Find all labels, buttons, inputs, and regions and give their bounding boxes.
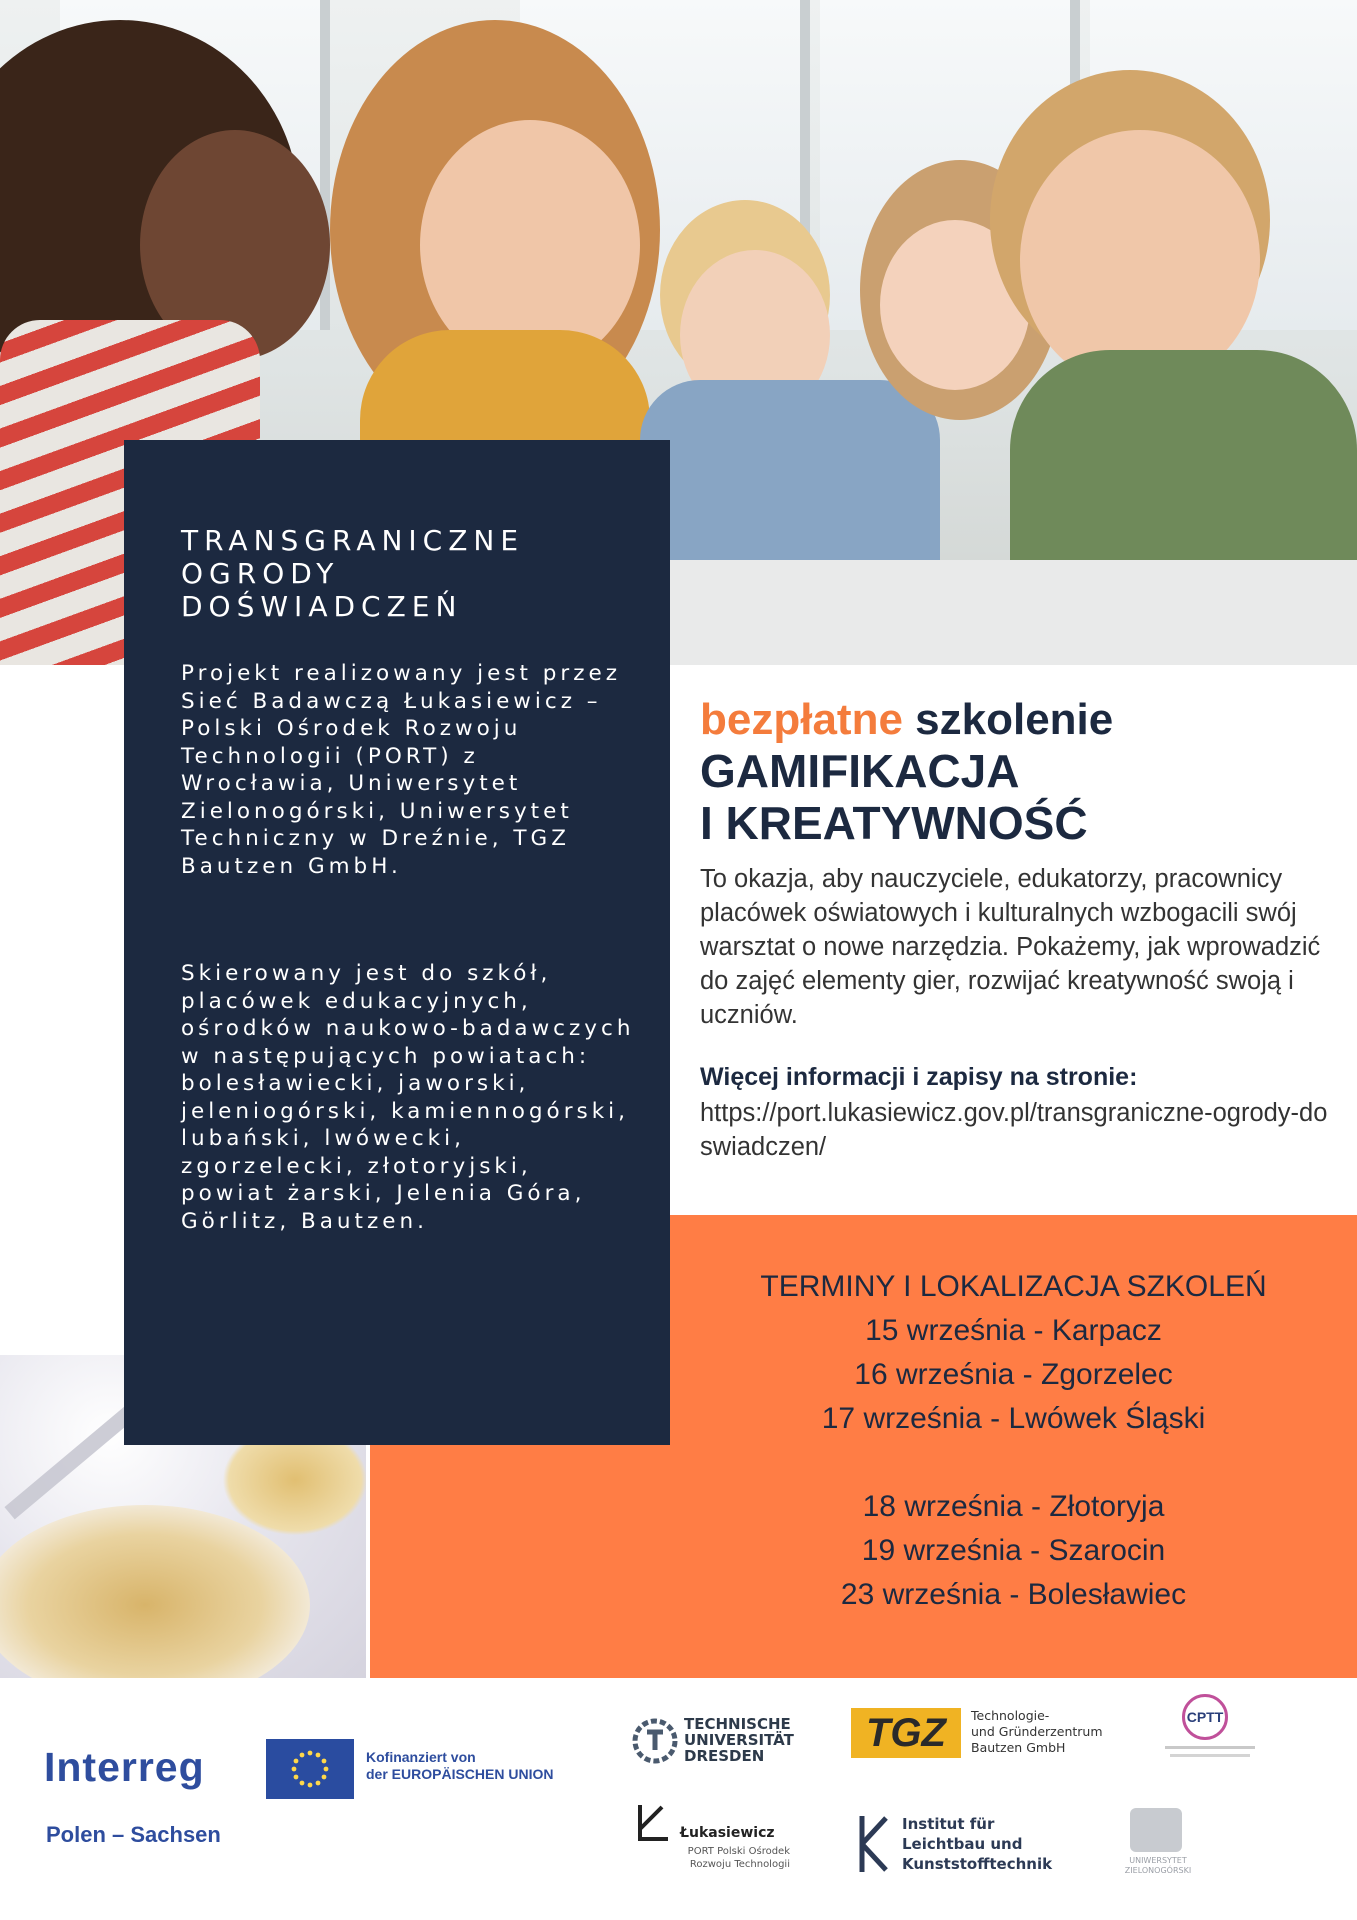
ilk-logo <box>856 1812 1076 1878</box>
schedule-item: 23 września - Bolesławiec <box>840 1578 1187 1611</box>
tgz-line: Bautzen GmbH <box>971 1740 1066 1755</box>
table <box>670 560 1357 665</box>
eu-text-line: Kofinanziert von <box>366 1749 476 1765</box>
tgz-logo <box>851 1706 1121 1766</box>
lukasiewicz-line: Rozwoju Technologii <box>689 1859 790 1870</box>
tgz-line: Technologie- <box>971 1708 1050 1723</box>
training-title-line: GAMIFIKACJA <box>700 745 1020 797</box>
uz-line: UNIWERSYTET <box>1129 1856 1187 1865</box>
ilk-line: Leichtbau und <box>902 1835 1023 1853</box>
more-info-label: Więcej informacji i zapisy na stronie: <box>700 1063 1138 1091</box>
headline-rest: szkolenie <box>915 695 1114 744</box>
lukasiewicz-icon <box>634 1799 676 1843</box>
project-title-line: OGRODY <box>181 557 340 590</box>
tu-dresden-icon <box>632 1718 678 1764</box>
cptt-mark: CPTT <box>1182 1694 1228 1740</box>
headline-accent: bezpłatne <box>700 695 903 744</box>
cptt-subtext-line <box>1170 1754 1250 1757</box>
tu-dresden-logo <box>632 1712 852 1772</box>
tgz-mark: TGZ <box>851 1708 961 1758</box>
ilk-line: Institut für <box>902 1815 995 1833</box>
lukasiewicz-line: PORT Polski Ośrodek <box>687 1846 790 1857</box>
schedule-item: 19 września - Szarocin <box>861 1534 1166 1567</box>
tgz-line: und Gründerzentrum <box>971 1724 1103 1739</box>
schedule-heading: TERMINY I LOKALIZACJA SZKOLEŃ <box>760 1270 1267 1303</box>
project-title-line: DOŚWIADCZEŃ <box>181 590 463 623</box>
interreg-logo: Interreg <box>44 1744 205 1790</box>
ilk-icon <box>856 1814 892 1874</box>
program-region: Polen – Sachsen <box>46 1822 221 1847</box>
headline <box>700 695 1113 745</box>
lukasiewicz-logo <box>634 1795 834 1875</box>
eu-flag-icon <box>266 1739 354 1799</box>
uz-line: ZIELONOGÓRSKI <box>1124 1866 1192 1875</box>
cptt-subtext-line <box>1165 1746 1255 1749</box>
schedule-item: 15 września - Karpacz <box>865 1314 1162 1347</box>
schedule-item: 18 września - Złotoryja <box>862 1490 1165 1523</box>
ilk-line: Kunststofftechnik <box>902 1855 1053 1873</box>
project-description: Projekt realizowany jest przez Sieć Badawczą Łukasiewicz – Polski Ośrodek Rozwoju Technologii (PORT) z Wrocławia, Uniwersytet Zielonogórski, Uniwersytet Techniczny w Dreźnie, TGZ Bautzen GmbH. <box>181 661 622 879</box>
schedule-spacer <box>670 1441 1357 1485</box>
info-panel <box>124 440 670 1445</box>
registration-link[interactable]: https://port.lukasiewicz.gov.pl/transgraniczne-ogrody-doswiadczen/ <box>700 1099 1328 1161</box>
schedule-item: 16 września - Zgorzelec <box>854 1358 1173 1391</box>
training-title <box>700 745 1320 849</box>
intro-text: To okazja, aby nauczyciele, edukatorzy, pracownicy placówek oświatowych i kulturalnych wzbogacili swój warsztat o nowe narzędzia. Pokażemy, jak wprowadzić do zajęć elementy gier, rozwijać kreatywność swoją i uczniów. <box>700 865 1321 1029</box>
lukasiewicz-name: Łukasiewicz <box>680 1825 775 1841</box>
eu-text-line: der EUROPÄISCHEN UNION <box>366 1766 554 1782</box>
tu-dresden-line: TECHNISCHE <box>684 1715 791 1733</box>
uz-emblem-icon <box>1130 1808 1182 1852</box>
project-title-line: TRANSGRANICZNE <box>181 524 525 557</box>
training-title-line: I KREATYWNOŚĆ <box>700 797 1088 849</box>
cptt-logo <box>1160 1694 1270 1769</box>
tu-dresden-line: UNIVERSITÄT <box>684 1731 794 1749</box>
eu-cofinanced-text <box>366 1749 553 1783</box>
project-title <box>181 524 611 623</box>
target-audience: Skierowany jest do szkół, placówek edukacyjnych, ośrodków naukowo-badawczych w następujących powiatach: bolesławiecki, jaworski, jeleniogórski, kamiennogórski, lubański, lwówecki, zgorzelecki, złotoryjski, powiat żarski, Jelenia Góra, Görlitz, Bautzen. <box>181 961 635 1234</box>
tu-dresden-line: DRESDEN <box>684 1747 765 1765</box>
uz-logo <box>1100 1808 1220 1880</box>
schedule-item: 17 września - Lwówek Śląski <box>821 1402 1206 1435</box>
schedule <box>670 1265 1357 1617</box>
